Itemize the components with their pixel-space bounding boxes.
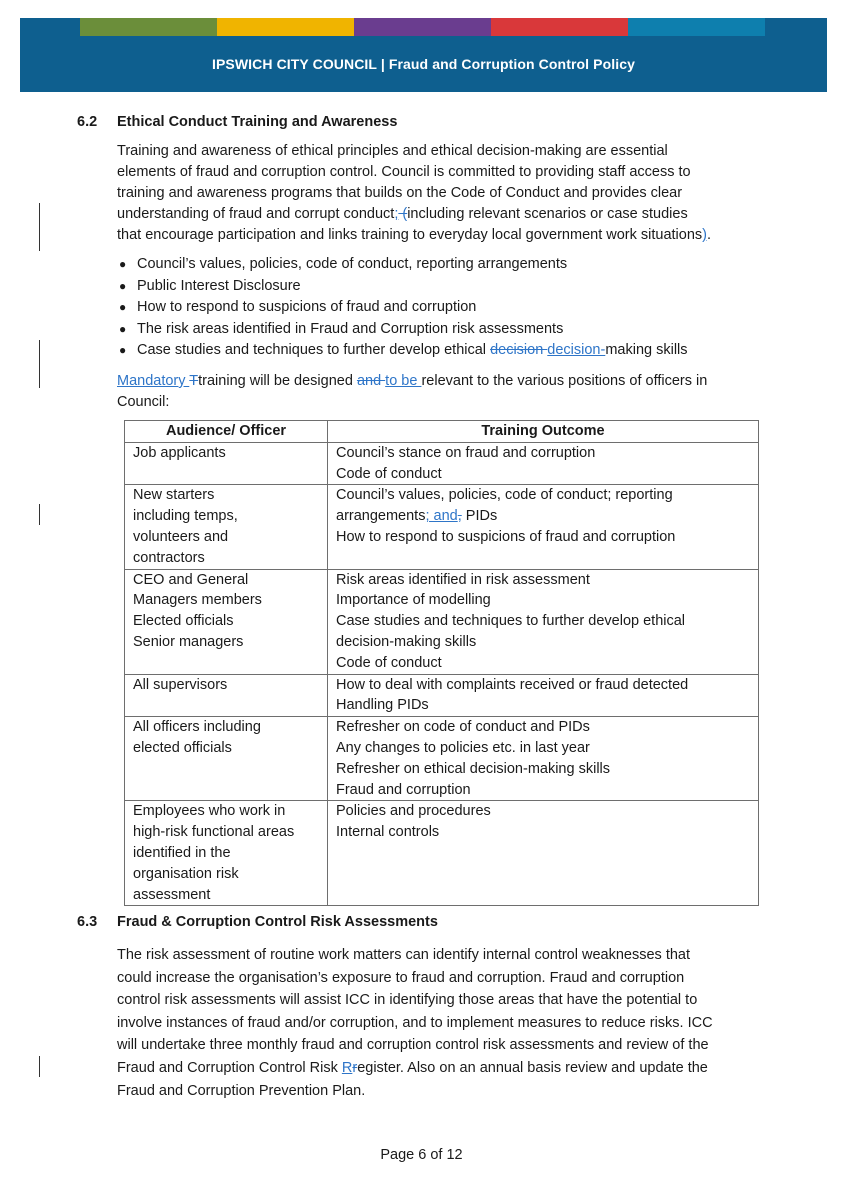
text-line: Training and awareness of ethical principles and ethical decision-making are essential (117, 143, 668, 159)
change-bar (39, 340, 40, 388)
bullet-icon: ● (119, 278, 127, 293)
text-run: . (707, 227, 712, 243)
cell-line: Job applicants (133, 444, 226, 461)
text-line: will undertake three monthly fraud and corruption control risk assessments and review of the (117, 1037, 709, 1054)
change-bar (39, 203, 40, 251)
cell-line: high-risk functional areas (133, 824, 295, 841)
list-item (117, 276, 777, 298)
cell-line: Code of conduct (336, 654, 442, 671)
deleted-text: and (356, 373, 386, 389)
cell-line: Senior managers (133, 633, 244, 650)
cell-line: Council’s values, policies, code of conduct; reporting (336, 487, 673, 504)
cell-line: Refresher on code of conduct and PIDs (336, 719, 590, 736)
text-line: control risk assessments will assist ICC in identifying those areas that have the potential to (117, 992, 698, 1009)
change-bar (39, 504, 40, 525)
deleted-text: , (457, 508, 462, 525)
cell-line: New starters (133, 487, 215, 504)
cell-line: Internal controls (336, 824, 440, 841)
list-item-text: Council’s values, policies, code of conduct, reporting arrangements (137, 256, 568, 272)
list-item-text: How to respond to suspicions of fraud and corruption (137, 299, 477, 315)
inserted-text: to be (385, 373, 422, 389)
audience-cell (125, 801, 328, 906)
cell-line: Risk areas identified in risk assessment (336, 571, 590, 588)
inserted-text: Mandatory (117, 373, 190, 389)
cell-line: Handling PIDs (336, 697, 429, 714)
column-header-outcome: Training Outcome (328, 421, 759, 443)
text-run: PIDs (461, 508, 498, 525)
intro-paragraph (117, 141, 777, 246)
outcome-cell (328, 717, 759, 801)
training-table (124, 420, 759, 906)
list-item (117, 254, 777, 276)
color-stripe-blue (628, 18, 765, 36)
text-line: Fraud and Corruption Prevention Plan. (117, 1082, 366, 1099)
table-row (125, 674, 759, 717)
table-row (125, 442, 759, 485)
text-run: Fraud and Corruption Control Risk (117, 1059, 342, 1076)
text-line (117, 204, 777, 225)
cell-line: volunteers and (133, 528, 229, 545)
cell-line: Managers members (133, 592, 262, 609)
color-stripe-green (80, 18, 217, 36)
color-stripe-purple (354, 18, 491, 36)
color-stripe-red (491, 18, 628, 36)
cell-line: Importance of modelling (336, 592, 491, 609)
table-row (125, 717, 759, 801)
cell-line: Code of conduct (336, 465, 442, 482)
inserted-text: ; and (425, 508, 458, 525)
deleted-text: T (189, 373, 199, 389)
outcome-cell (328, 569, 759, 674)
bullet-icon: ● (119, 321, 127, 336)
text-line: training and awareness programs that builds on the Code of Conduct and provides clear (117, 185, 683, 201)
cell-line: Employees who work in (133, 803, 286, 820)
inserted-text: ; (394, 206, 399, 222)
section-number: 6.2 (77, 114, 98, 130)
page-number: Page 6 of 12 (380, 1147, 463, 1163)
cell-line: decision-making skills (336, 633, 477, 650)
cell-line: identified in the (133, 844, 231, 861)
cell-line: Any changes to policies etc. in last year (336, 739, 590, 756)
cell-line: Fraud and corruption (336, 781, 471, 798)
text-run: egister. Also on an annual basis review and update the (357, 1059, 708, 1076)
inserted-text: ) (702, 227, 708, 243)
section-heading-6-2 (77, 114, 397, 130)
cell-line: How to deal with complaints received or fraud detected (336, 676, 689, 693)
text-run: relevant to the various positions of officers in (421, 373, 708, 389)
cell-line: Case studies and techniques to further develop ethical (336, 613, 686, 630)
inserted-text: decision- (547, 342, 606, 358)
inserted-text: R (341, 1059, 353, 1076)
change-bar (39, 1056, 40, 1077)
cell-line: assessment (133, 886, 211, 903)
cell-line: All officers including (133, 719, 261, 736)
outcome-cell (328, 801, 759, 906)
cell-line: Refresher on ethical decision-making skills (336, 760, 611, 777)
outcome-cell (328, 674, 759, 717)
section-title: Ethical Conduct Training and Awareness (117, 114, 398, 130)
list-item (117, 340, 777, 362)
deleted-text: decision (490, 342, 548, 358)
color-stripe-yellow (217, 18, 354, 36)
cell-line: elected officials (133, 739, 232, 756)
text-line: elements of fraud and corruption control. Council is committed to providing staff access to (117, 164, 691, 180)
cell-line: CEO and General (133, 571, 249, 588)
cell-line: organisation risk (133, 865, 239, 882)
section-title: Fraud & Corruption Control Risk Assessments (117, 914, 438, 930)
deleted-text: ( (398, 206, 408, 222)
list-item-text: Public Interest Disclosure (137, 277, 301, 294)
list-item (117, 319, 777, 341)
audience-cell (125, 442, 328, 485)
bullet-list (117, 254, 777, 362)
table-row (125, 485, 759, 569)
text-line (117, 225, 777, 246)
cell-line: Policies and procedures (336, 803, 491, 820)
cell-line: Elected officials (133, 613, 234, 630)
header-title: IPSWICH CITY COUNCIL | Fraud and Corruption Control Policy (212, 56, 635, 72)
deleted-text: r (352, 1059, 358, 1076)
section-number: 6.3 (77, 914, 98, 930)
cell-line (336, 506, 750, 527)
cell-line: How to respond to suspicions of fraud and corruption (336, 528, 676, 545)
table-header-row (125, 421, 759, 443)
table-row (125, 569, 759, 674)
list-item-text: The risk areas identified in Fraud and Corruption risk assessments (137, 320, 564, 337)
section-heading-6-3 (77, 914, 438, 930)
audience-cell (125, 674, 328, 717)
column-header-audience: Audience/ Officer (125, 421, 328, 443)
audience-cell (125, 717, 328, 801)
audience-cell (125, 485, 328, 569)
cell-line: contractors (133, 549, 205, 566)
audience-cell (125, 569, 328, 674)
text-run: understanding of fraud and corrupt conduct (117, 206, 395, 222)
bullet-icon: ● (119, 257, 127, 271)
outcome-cell (328, 442, 759, 485)
bullet-icon: ● (119, 300, 127, 314)
text-line (117, 1057, 777, 1080)
risk-assessment-paragraph (117, 944, 777, 1102)
text-line (117, 371, 777, 392)
text-run: making skills (605, 342, 688, 358)
text-line: involve instances of fraud and/or corruption, and to implement measures to reduce risks. ICC (117, 1014, 713, 1031)
page-header (20, 18, 827, 92)
text-line: could increase the organisation’s exposure to fraud and corruption. Fraud and corruption (117, 969, 685, 986)
cell-line: including temps, (133, 508, 238, 525)
text-run: Case studies and techniques to further develop ethical (137, 342, 491, 358)
table-row (125, 801, 759, 906)
list-item (117, 297, 777, 319)
cell-line: All supervisors (133, 676, 228, 693)
bullet-icon: ● (119, 343, 127, 357)
text-run: arrangements (336, 508, 426, 525)
text-run: including relevant scenarios or case studies (407, 206, 688, 222)
text-run: training will be designed (198, 373, 357, 389)
text-line: Council: (117, 394, 170, 410)
training-paragraph (117, 371, 777, 413)
cell-line: Council’s stance on fraud and corruption (336, 444, 596, 461)
outcome-cell (328, 485, 759, 569)
text-line: The risk assessment of routine work matters can identify internal control weaknesses that (117, 947, 691, 963)
text-run: that encourage participation and links training to everyday local government work situations (117, 227, 703, 243)
